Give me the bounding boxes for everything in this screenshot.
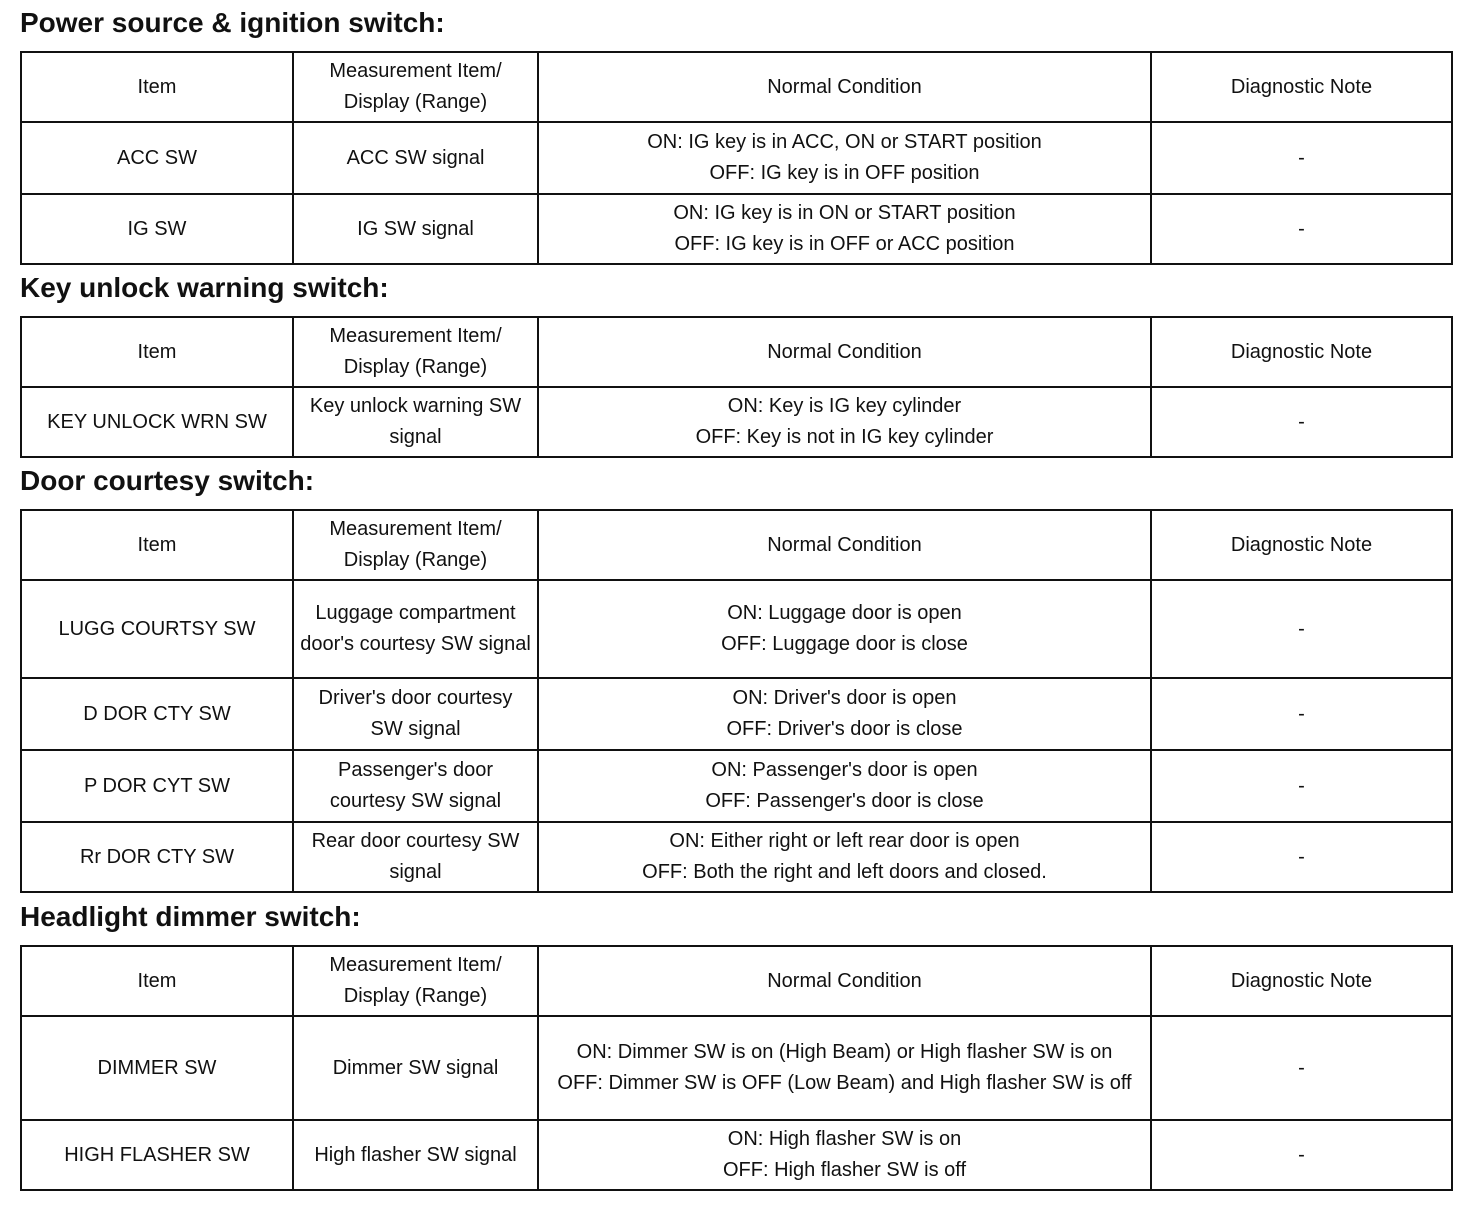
header-note: Diagnostic Note	[1151, 510, 1452, 580]
table-row	[21, 387, 1452, 457]
header-measurement: Measurement Item/ Display (Range)	[293, 317, 538, 387]
header-item: Item	[21, 317, 293, 387]
note-cell: -	[1151, 678, 1452, 750]
condition-cell: ON: Dimmer SW is on (High Beam) or High flasher SW is on OFF: Dimmer SW is OFF (Low Beam) and High flasher SW is off	[538, 1016, 1151, 1120]
note-cell: -	[1151, 822, 1452, 892]
table-row	[21, 822, 1452, 892]
item-cell: IG SW	[21, 194, 293, 264]
header-condition: Normal Condition	[538, 52, 1151, 122]
section-title-power-source: Power source & ignition switch:	[20, 7, 445, 38]
table-row	[21, 194, 1452, 264]
header-note: Diagnostic Note	[1151, 52, 1452, 122]
measurement-cell: Passenger's door courtesy SW signal	[293, 750, 538, 822]
note-cell: -	[1151, 122, 1452, 194]
table-header-row	[21, 946, 1452, 1016]
measurement-cell: Luggage compartment door's courtesy SW signal	[293, 580, 538, 678]
note-cell: -	[1151, 194, 1452, 264]
item-cell: ACC SW	[21, 122, 293, 194]
table-row	[21, 750, 1452, 822]
table-row	[21, 580, 1452, 678]
condition-cell: ON: Either right or left rear door is open OFF: Both the right and left doors and closed.	[538, 822, 1151, 892]
condition-cell: ON: High flasher SW is on OFF: High flasher SW is off	[538, 1120, 1151, 1190]
table-row	[21, 678, 1452, 750]
condition-cell: ON: Key is IG key cylinder OFF: Key is not in IG key cylinder	[538, 387, 1151, 457]
item-cell: D DOR CTY SW	[21, 678, 293, 750]
section-title-key-unlock: Key unlock warning switch:	[20, 272, 389, 303]
measurement-cell: Key unlock warning SW signal	[293, 387, 538, 457]
headlight-dimmer-table	[20, 945, 1453, 1191]
header-measurement: Measurement Item/ Display (Range)	[293, 946, 538, 1016]
note-cell: -	[1151, 1120, 1452, 1190]
door-courtesy-table	[20, 509, 1453, 893]
header-condition: Normal Condition	[538, 946, 1151, 1016]
table-header-row	[21, 317, 1452, 387]
note-cell: -	[1151, 1016, 1452, 1120]
header-item: Item	[21, 52, 293, 122]
table-row	[21, 1016, 1452, 1120]
header-condition: Normal Condition	[538, 317, 1151, 387]
measurement-cell: Dimmer SW signal	[293, 1016, 538, 1120]
measurement-cell: Rear door courtesy SW signal	[293, 822, 538, 892]
item-cell: HIGH FLASHER SW	[21, 1120, 293, 1190]
item-cell: LUGG COURTSY SW	[21, 580, 293, 678]
table-row	[21, 122, 1452, 194]
table-header-row	[21, 52, 1452, 122]
table-header-row	[21, 510, 1452, 580]
header-measurement: Measurement Item/ Display (Range)	[293, 510, 538, 580]
section-title-headlight-dimmer: Headlight dimmer switch:	[20, 901, 361, 932]
note-cell: -	[1151, 580, 1452, 678]
item-cell: DIMMER SW	[21, 1016, 293, 1120]
condition-cell: ON: Passenger's door is open OFF: Passenger's door is close	[538, 750, 1151, 822]
header-item: Item	[21, 946, 293, 1016]
note-cell: -	[1151, 387, 1452, 457]
table-row	[21, 1120, 1452, 1190]
item-cell: Rr DOR CTY SW	[21, 822, 293, 892]
item-cell: P DOR CYT SW	[21, 750, 293, 822]
measurement-cell: High flasher SW signal	[293, 1120, 538, 1190]
header-measurement: Measurement Item/ Display (Range)	[293, 52, 538, 122]
section-title-door-courtesy: Door courtesy switch:	[20, 465, 315, 496]
condition-cell: ON: Driver's door is open OFF: Driver's door is close	[538, 678, 1151, 750]
header-note: Diagnostic Note	[1151, 317, 1452, 387]
note-cell: -	[1151, 750, 1452, 822]
power-source-table	[20, 51, 1453, 265]
measurement-cell: IG SW signal	[293, 194, 538, 264]
item-cell: KEY UNLOCK WRN SW	[21, 387, 293, 457]
measurement-cell: ACC SW signal	[293, 122, 538, 194]
condition-cell: ON: Luggage door is open OFF: Luggage door is close	[538, 580, 1151, 678]
measurement-cell: Driver's door courtesy SW signal	[293, 678, 538, 750]
header-note: Diagnostic Note	[1151, 946, 1452, 1016]
header-condition: Normal Condition	[538, 510, 1151, 580]
header-item: Item	[21, 510, 293, 580]
condition-cell: ON: IG key is in ACC, ON or START position OFF: IG key is in OFF position	[538, 122, 1151, 194]
condition-cell: ON: IG key is in ON or START position OFF: IG key is in OFF or ACC position	[538, 194, 1151, 264]
key-unlock-table	[20, 316, 1453, 458]
